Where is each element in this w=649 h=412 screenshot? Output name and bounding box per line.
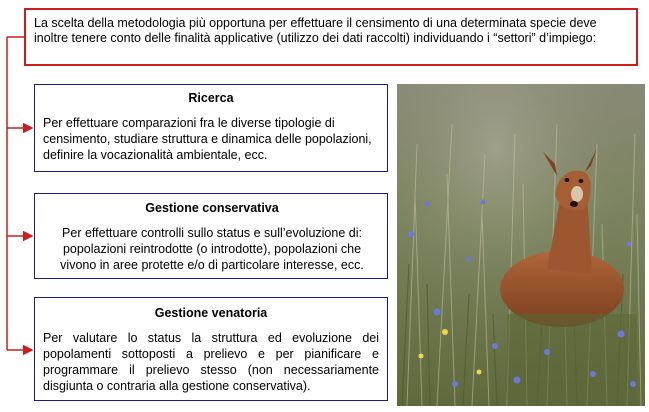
sector-box-gestione-venatoria	[34, 297, 388, 401]
sector-title-gestione-conservativa: Gestione conservativa	[145, 201, 279, 215]
sector-title-gestione-venatoria: Gestione venatoria	[154, 306, 268, 320]
intro-box	[24, 8, 638, 66]
roe-deer-photo	[397, 84, 645, 406]
sector-text-ricerca: Per effettuare comparazioni fra le diverse tipologie di censimento, studiare struttura e dinamica delle popolazioni, definire la vocazionalità ambientale, ecc.	[43, 116, 372, 162]
sector-text-gestione-conservativa: Per effettuare controlli sullo status e sull’evoluzione di: popolazioni reintrodotte (o introdotte), popolazioni che vivono in aree protette e/o di particolare interesse, ecc.	[60, 226, 364, 272]
intro-text: La scelta della metodologia più opportuna per effettuare il censimento di una determinata specie deve inoltre tenere conto delle finalità applicative (utilizzo dei dati raccolti) individuando i “settori” d’impiego:	[34, 16, 597, 45]
sector-box-ricerca	[34, 84, 388, 172]
sector-text-gestione-venatoria: Per valutare lo status la struttura ed evoluzione dei popolamenti sottoposti a prelievo e per pianificare e programmare il prelievo stesso (non necessariamente disgiunta o contraria alla gestione conservativa).	[43, 331, 379, 393]
sector-box-gestione-conservativa	[34, 193, 388, 279]
sector-title-ricerca: Ricerca	[188, 91, 234, 105]
